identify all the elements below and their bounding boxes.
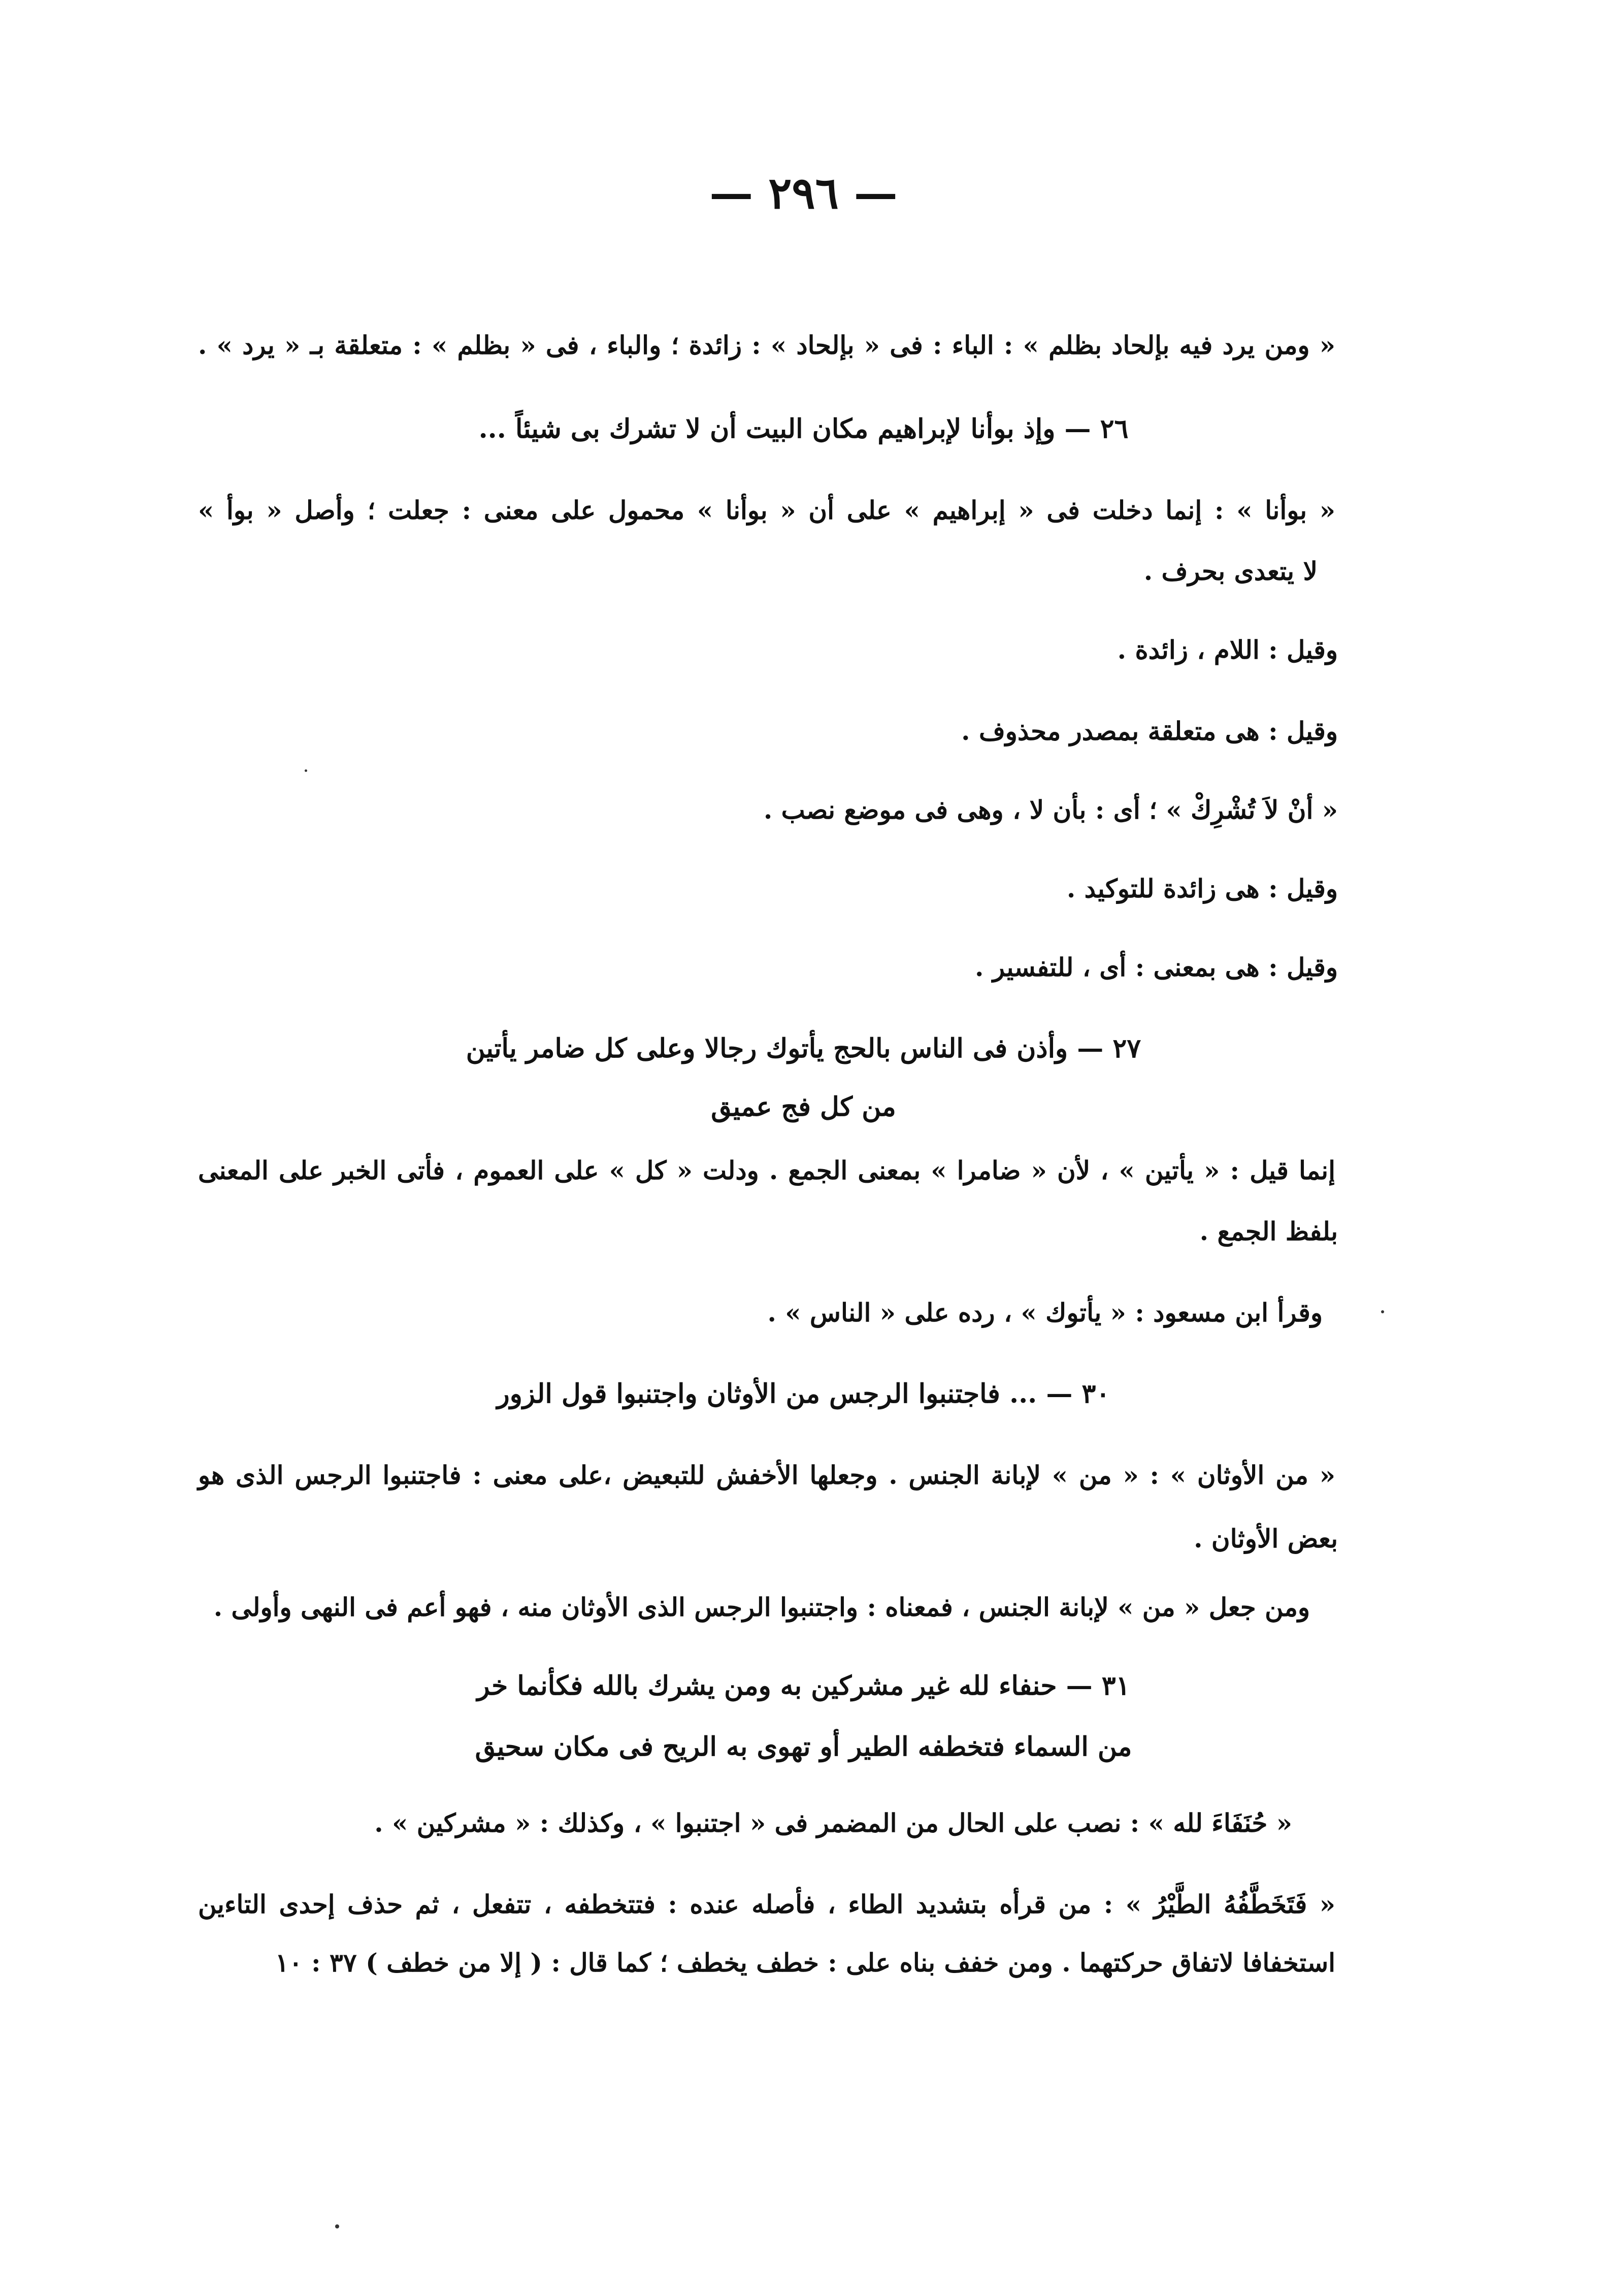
text-line: وقيل : هى زائدة للتوكيد . [1066,874,1338,903]
verse-line: ٢٦ — وإذ بوأنا لإبراهيم مكان البيت أن لا تشرك بى شيئاً ... [478,413,1129,444]
verse-line: ٢٧ — وأذن فى الناس بالحج يأتوك رجالا وعلى كل ضامر يأتين [466,1033,1141,1064]
text-line: بعض الأوثان . [1194,1524,1338,1554]
verse-line: ٣١ — حنفاء لله غير مشركين به ومن يشرك بالله فكأنما خر [477,1670,1130,1701]
text-line: وقيل : هى بمعنى : أى ، للتفسير . [975,952,1338,982]
text-line: « حُنَفَاءَ لله » : نصب على الحال من المضمر فى « اجتنبوا » ، وكذلك : « مشركين » . [374,1808,1292,1838]
text-line: « أنْ لاَ تُشْرِكْ » ؛ أى : بأن لا ، وهى فى موضع نصب . [763,795,1338,825]
text-line: « فَتَخَطَّفُهُ الطَّيْرُ » : من قرأه بتشديد الطاء ، فأصله عنده : فتتخطفه ، تتفعل ، ثم حذف إحدى التاءين [198,1889,1335,1919]
verse-line: من كل فج عميق [711,1091,896,1122]
verse-line: ٣٠ — ... فاجتنبوا الرجس من الأوثان واجتنبوا قول الزور [497,1378,1110,1409]
scan-speck [305,769,307,772]
text-line: وقيل : هى متعلقة بمصدر محذوف . [961,716,1338,746]
text-line: ومن جعل « من » لإبانة الجنس ، فمعناه : واجتنبوا الرجس الذى الأوثان منه ، فهو أعم فى النهى وأولى . [213,1592,1310,1622]
verse-line: من السماء فتخطفه الطير أو تهوى به الريح فى مكان سحيق [475,1731,1132,1762]
text-line: « من الأوثان » : « من » لإبانة الجنس . وجعلها الأخفش للتبعيض ،على معنى : فاجتنبوا الرجس الذى هو [198,1460,1335,1490]
text-line: وقرأ ابن مسعود : « يأتوك » ، رده على « الناس » . [767,1298,1323,1328]
text-line: استخفافا لاتفاق حركتهما . ومن خفف بناه على : خطف يخطف ؛ كما قال : ( إلا من خطف ) ٣٧ : ١٠ [275,1948,1335,1978]
text-line: « بوأنا » : إنما دخلت فى « إبراهيم » على أن « بوأنا » محمول على معنى : جعلت ؛ وأصل « بوأ » [198,495,1335,525]
scan-speck [1381,1310,1384,1313]
text-line: وقيل : اللام ، زائدة . [1117,635,1338,665]
text-line: بلفظ الجمع . [1199,1216,1338,1246]
text-line: « ومن يرد فيه بإلحاد بظلم » : الباء : فى « بإلحاد » : زائدة ؛ والباء ، فى « بظلم » : متعلقة بـ « يرد » . [198,330,1335,360]
text-line: لا يتعدى بحرف . [1143,556,1318,586]
page-number: — ٢٩٦ — [709,168,898,219]
scan-speck [335,2224,339,2228]
text-line: إنما قيل : « يأتين » ، لأن « ضامرا » بمعنى الجمع . ودلت « كل » على العموم ، فأتى الخبر على المعنى [198,1155,1335,1185]
